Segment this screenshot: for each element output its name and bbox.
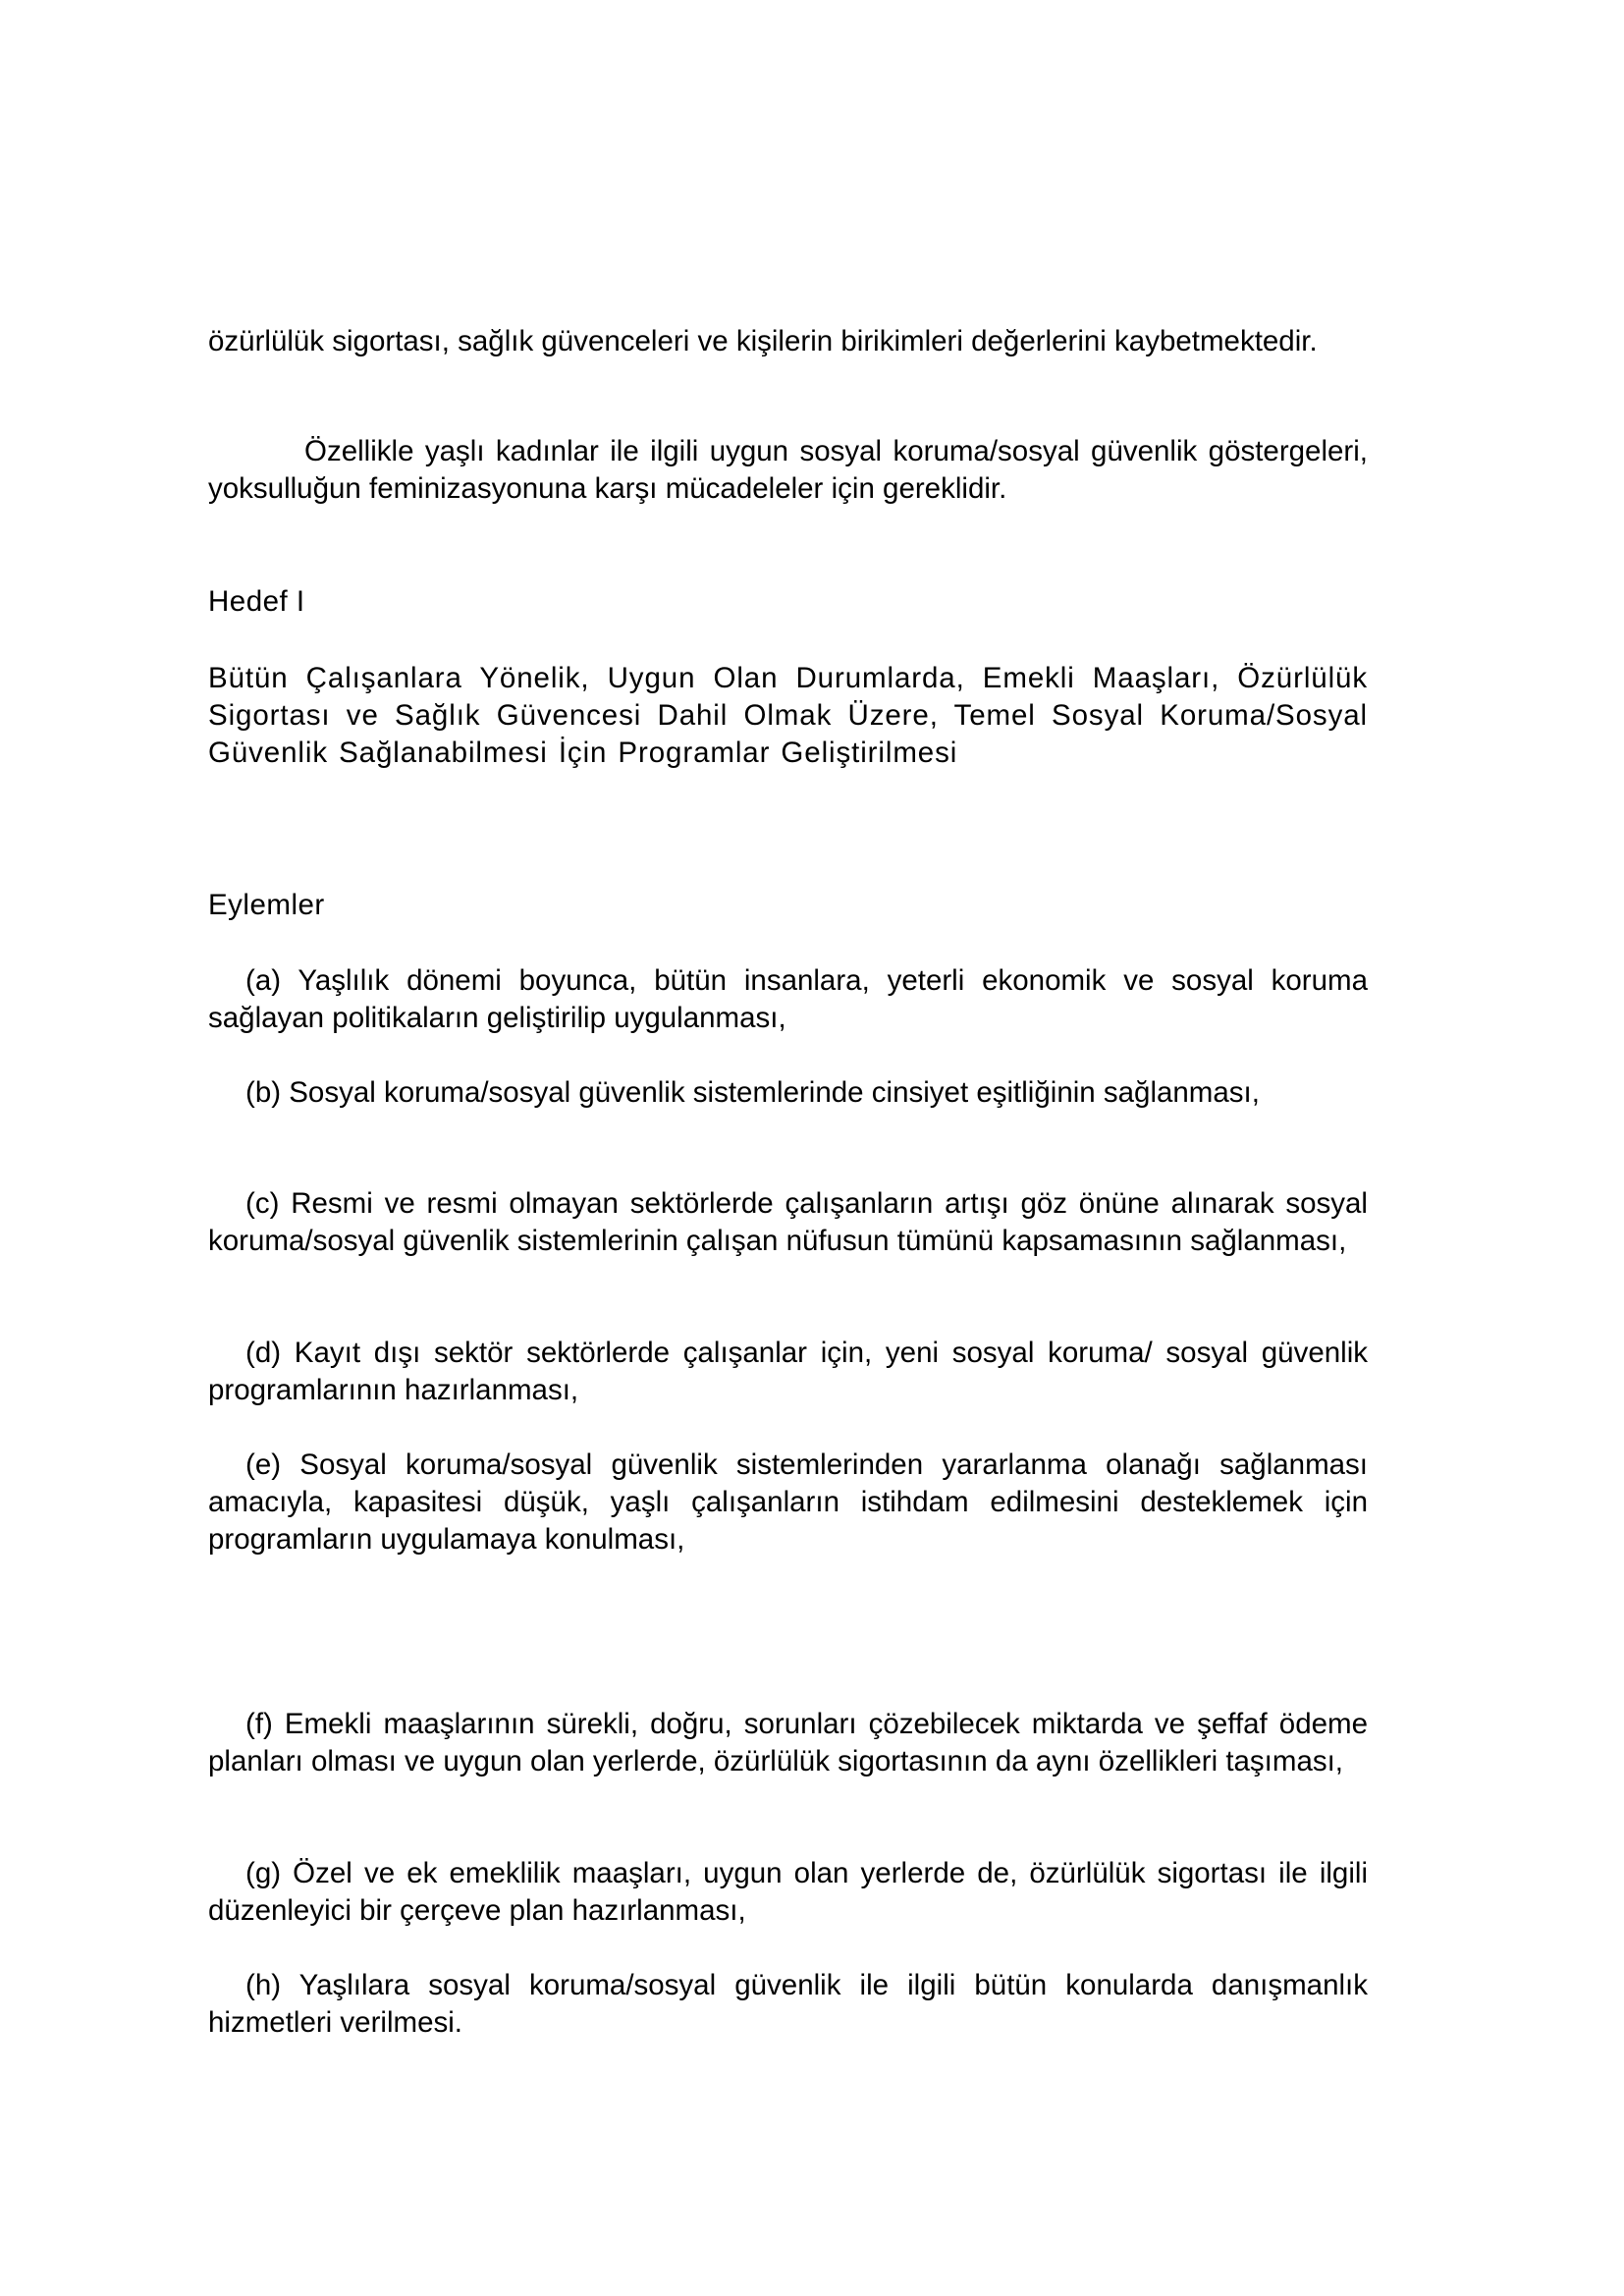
action-item-e: (e) Sosyal koruma/sosyal güvenlik sistemlerinden yararlanma olanağı sağlanması amacıyla, kapasitesi düşük, yaşlı çalışanların istihdam edilmesini desteklemek için programların uygulamaya konulması, <box>208 1449 1368 1556</box>
action-item-h: (h) Yaşlılara sosyal koruma/sosyal güvenlik ile ilgili bütün konularda danışmanlık hizmetleri verilmesi. <box>208 1969 1368 2039</box>
action-item-c: (c) Resmi ve resmi olmayan sektörlerde çalışanların artışı göz önüne alınarak sosyal koruma/sosyal güvenlik sistemlerinin çalışan nüfusun tümünü kapsamasının sağlanması, <box>208 1187 1368 1257</box>
objective-label: Hedef I <box>208 585 305 618</box>
action-item-b: (b) Sosyal koruma/sosyal güvenlik sistemlerinde cinsiyet eşitliğinin sağlanması, <box>245 1076 1260 1109</box>
intro-paragraph-2: Özellikle yaşlı kadınlar ile ilgili uygun sosyal koruma/sosyal güvenlik göstergeleri, yoksulluğun feminizasyonuna karşı mücadeleler için gereklidir. <box>208 435 1368 505</box>
action-item-g: (g) Özel ve ek emeklilik maaşları, uygun olan yerlerde de, özürlülük sigortası ile ilgili düzenleyici bir çerçeve plan hazırlanması, <box>208 1857 1368 1927</box>
actions-heading: Eylemler <box>208 889 325 921</box>
action-item-d: (d) Kayıt dışı sektör sektörlerde çalışanlar için, yeni sosyal koruma/ sosyal güvenlik programlarının hazırlanması, <box>208 1337 1368 1406</box>
action-item-f: (f) Emekli maaşlarının sürekli, doğru, sorunları çözebilecek miktarda ve şeffaf ödeme planları olması ve uygun olan yerlerde, özürlülük sigortasının da aynı özellikleri taşıması, <box>208 1708 1368 1777</box>
intro-paragraph-1: özürlülük sigortası, sağlık güvenceleri ve kişilerin birikimleri değerlerini kaybetmektedir. <box>208 325 1318 357</box>
objective-title: Bütün Çalışanlara Yönelik, Uygun Olan Durumlarda, Emekli Maaşları, Özürlülük Sigortası ve Sağlık Güvencesi Dahil Olmak Üzere, Temel Sosyal Koruma/Sosyal Güvenlik Sağlanabilmesi İçin Programlar Geliştirilmesi <box>208 662 1368 769</box>
action-item-a: (a) Yaşlılık dönemi boyunca, bütün insanlara, yeterli ekonomik ve sosyal koruma sağlayan politikaların geliştirilip uygulanması, <box>208 964 1368 1034</box>
